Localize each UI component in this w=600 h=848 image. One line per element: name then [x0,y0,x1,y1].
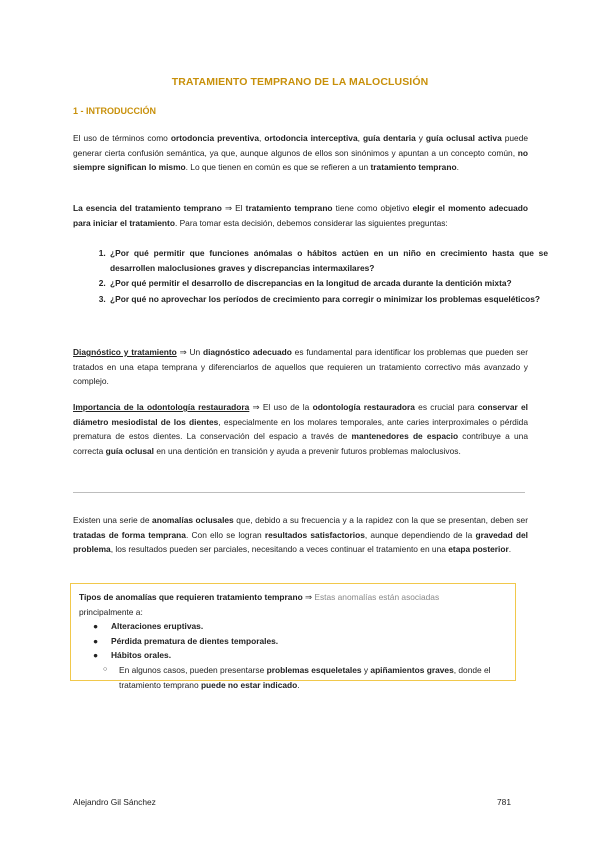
essence-paragraph: La esencia del tratamiento temprano ⇒ El tratamiento temprano tiene como objetivo elegir el momento adecuado para iniciar el tratamiento. Para tomar esta decisión, debemos considerar las siguientes preguntas: [73,203,529,228]
bullet-icon: ● [93,650,99,661]
horizontal-divider [73,492,525,493]
anomalies-paragraph: Existen una serie de anomalías oclusales que, debido a su frecuencia y a la rapidez con la que se presentan, deben ser tratadas de forma temprana. Con ello se logran resultados satisfactorios, aunque dependiendo de la gravedad del problema, los resultados pueden ser parciales, necesitando a veces continuar el tratamiento en una etapa posterior. [73,515,528,555]
questions-list [88,246,548,307]
question-item: 3. ¿Por qué no aprovechar los períodos de crecimiento para corregir o minimizar los problemas esqueléticos? [108,292,548,307]
list-item: ● Hábitos orales. [111,648,507,663]
page-number: 781 [497,797,511,807]
intro-paragraph: El uso de términos como ortodoncia preventiva, ortodoncia interceptiva, guía dentaria y guía oclusal activa puede generar cierta confusión semántica, ya que, aunque algunos de ellos son sinónimos y apuntan a un concepto común, no siempre significan lo mismo. Lo que tienen en común es que se refieren a un tratamiento temprano. [73,133,529,173]
list-item: ● Alteraciones eruptivas. [111,619,507,634]
box-intro: Tipos de anomalías que requieren tratamiento temprano ⇒ Estas anomalías están asociadas principalmente a: [79,592,440,617]
sub-list-item: ○ En algunos casos, pueden presentarse problemas esqueletales y apiñamientos graves, donde el tratamiento temprano puede no estar indicado. [103,664,491,690]
footer-author: Alejandro Gil Sánchez [73,797,156,807]
anomaly-types-box [70,583,516,690]
bullet-icon: ● [93,635,99,646]
restorative-paragraph: Importancia de la odontología restauradora ⇒ El uso de la odontología restauradora es crucial para conservar el diámetro mesiodistal de los dientes, especialmente en los molares temporales, ante caries interproximales o pérdida prematura de estos dientes. La conservación del espacio a través de mantenedores de espacio contribuye a una correcta guía oclusal en una dentición en transición y ayuda a prevenir futuros problemas maloclusivos. [73,402,528,456]
question-item: 2. ¿Por qué permitir el desarrollo de discrepancias en la longitud de arcada durante la dentición mixta? [108,276,548,291]
question-item: 1. ¿Por qué permitir que funciones anómalas o hábitos actúen en un niño en crecimiento hasta que se desarrollen maloclusiones graves y discrepancias intermaxilares? [108,246,548,275]
page-title: TRATAMIENTO TEMPRANO DE LA MALOCLUSIÓN [171,76,429,88]
list-item: ● Pérdida prematura de dientes temporales. [111,634,507,649]
sub-list [79,663,507,692]
section-heading: 1 - INTRODUCCIÓN [73,106,156,116]
hollow-bullet-icon: ○ [103,665,108,673]
diagnosis-paragraph: Diagnóstico y tratamiento ⇒ Un diagnóstico adecuado es fundamental para identificar los problemas que pueden ser tratados en una etapa temprana y diferenciarlos de aquellos que requieren un tratamiento correctivo más avanzado y complejo. [73,347,529,387]
bullet-icon: ● [93,621,99,632]
anomaly-list [79,619,507,663]
